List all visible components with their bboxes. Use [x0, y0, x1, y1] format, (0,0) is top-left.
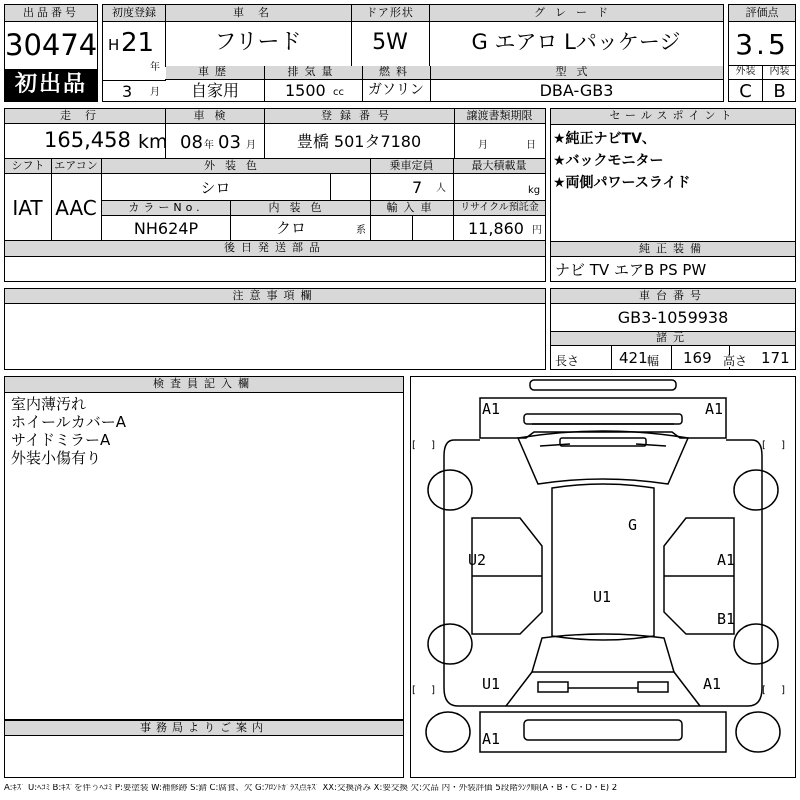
- sales-points-header: セールスポイント: [551, 109, 795, 125]
- damage-legend: A:ｷｽﾞ U:ﾍｺﾐ B:ｷｽﾞを伴うﾍｺﾐ P:要塗装 W:補修跡 S:錆 C:腐食、欠 G:ﾌﾛﾝﾄｶﾞﾗｽ点ｷｽﾞ XX:交換済み X:要交換 欠:欠品 内・外装評価 5段階ﾗﾝｸ順(A・B・C・D・E) 2: [4, 784, 618, 793]
- first-listing-badge: [5, 69, 97, 102]
- exterior-rating: C: [739, 81, 752, 102]
- tail-light-right-shape: [638, 682, 668, 692]
- damage-right-rear-door: B1: [717, 610, 736, 628]
- interior-color-value: クロ: [276, 219, 307, 237]
- bracket-left-bottom: [ ]: [412, 685, 441, 696]
- first-registration-header: 初度登録: [103, 5, 165, 22]
- fuel-value: ガソリン: [368, 82, 424, 98]
- exterior-rating-header: 外装: [735, 66, 756, 77]
- evaluation-score: 3.5: [735, 28, 789, 61]
- front-bumper-shape: [530, 380, 676, 390]
- mileage-value: 165,458: [44, 128, 131, 152]
- car-name-header: 車名: [165, 5, 351, 22]
- door-type-header: ドア形状: [351, 5, 429, 22]
- interior-rating-header: 内装: [769, 66, 790, 77]
- front-right-wheel-shape: [734, 470, 778, 510]
- inspection-year: 08: [180, 132, 203, 153]
- max-load-header: 最大積載量: [453, 159, 545, 174]
- lot-number-box: [4, 4, 98, 102]
- dimensions-header: 諸元: [551, 332, 795, 346]
- model-code-value: DBA-GB3: [539, 81, 614, 100]
- sales-points-box: [550, 108, 796, 282]
- fuel-header: 燃料: [362, 66, 430, 79]
- exterior-color-header: 外装色: [101, 159, 370, 174]
- lot-number: 30474: [5, 28, 98, 62]
- aircon-header: エアコン: [51, 159, 101, 174]
- body-outline-shape: [444, 440, 762, 706]
- inspection-month: 03: [218, 132, 241, 153]
- car-name-value: フリード: [214, 30, 302, 55]
- inspection-month-unit: 月: [246, 140, 256, 151]
- grade-value: G エアロ Lパッケージ: [471, 30, 681, 54]
- chassis-number-value: GB3-1059938: [617, 308, 729, 327]
- interior-rating: B: [773, 81, 786, 102]
- mileage-unit: km: [138, 131, 168, 153]
- spare-wheel-left-shape: [426, 712, 470, 752]
- capacity-value: 7: [412, 178, 423, 197]
- sales-point-1: ★純正ナビTV、: [553, 131, 656, 147]
- registration-number-value: 豊橋 501タ7180: [296, 132, 422, 151]
- model-code-header: 型式: [430, 66, 723, 79]
- dimensions-length-label: 長さ: [555, 354, 580, 368]
- damage-roof: U1: [593, 588, 612, 606]
- shift-value: IAT: [12, 196, 43, 220]
- genuine-equipment-value: ナビ TV エアB PS PW: [555, 261, 707, 279]
- damage-rear-right: A1: [703, 675, 722, 693]
- displacement-unit: cc: [333, 87, 344, 98]
- max-load-unit: kg: [528, 185, 541, 196]
- import-header: 輸入車: [371, 201, 453, 216]
- first-registration-month-unit: 月: [150, 87, 160, 98]
- dimensions-height-label: 高さ: [723, 354, 748, 368]
- transfer-deadline-month-unit: 月: [478, 140, 488, 151]
- interior-color-header: 内装色: [230, 201, 370, 216]
- sales-point-3: ★両側パワースライド: [553, 175, 691, 191]
- bracket-right-bottom: [ ]: [762, 685, 791, 696]
- recycle-fee-value: 11,860: [468, 219, 524, 238]
- rear-left-wheel-shape: [428, 624, 472, 664]
- color-no-header: カラーNo.: [102, 201, 230, 216]
- later-parts-box: [4, 256, 546, 282]
- sales-point-2: ★バックモニター: [553, 153, 664, 169]
- first-registration-year-unit: 年: [150, 62, 160, 73]
- damage-left-front-door: U2: [468, 551, 487, 569]
- tail-light-left-shape: [538, 682, 568, 692]
- inspector-line-3: サイドミラーA: [11, 431, 111, 449]
- notes-box: [4, 288, 546, 370]
- bracket-right-top: [ ]: [762, 440, 791, 451]
- damage-front-left: A1: [482, 400, 501, 418]
- car-diagram: [410, 376, 796, 778]
- interior-color-unit: 系: [356, 225, 366, 236]
- chassis-box: [550, 288, 796, 370]
- color-no-value: NH624P: [133, 219, 199, 238]
- bracket-left-top: [ ]: [412, 440, 441, 451]
- capacity-unit: 人: [436, 183, 446, 194]
- front-hood-shape: [480, 398, 726, 438]
- inspector-line-2: ホイールカバーA: [11, 413, 126, 431]
- windshield-shape: [518, 431, 688, 484]
- chassis-number-header: 車台番号: [551, 289, 795, 304]
- dimensions-height: 171: [761, 349, 790, 367]
- dimensions-length: 421: [619, 349, 648, 367]
- damage-rear-bumper: A1: [482, 730, 501, 748]
- rear-right-wheel-shape: [734, 624, 778, 664]
- dimensions-width: 169: [683, 349, 712, 367]
- dimensions-width-label: 幅: [647, 354, 660, 368]
- displacement-header: 排気量: [264, 66, 362, 79]
- spare-wheel-right-shape: [736, 712, 780, 752]
- evaluation-header: 評価点: [729, 5, 795, 22]
- genuine-equipment-header: 純正装備: [551, 242, 795, 257]
- inspector-header: 検査員記入欄: [5, 377, 403, 393]
- transfer-deadline-day-unit: 日: [526, 140, 536, 151]
- office-notice-box: [4, 720, 404, 778]
- roof-shape: [552, 484, 654, 640]
- first-listing-badge-text: 初出品: [14, 72, 87, 97]
- inspection-year-unit: 年: [204, 140, 214, 151]
- damage-right-front-door: A1: [717, 551, 736, 569]
- inspector-line-4: 外装小傷有り: [11, 449, 102, 467]
- first-registration-era: H: [108, 36, 120, 54]
- first-registration-year: 21: [121, 28, 155, 58]
- vehicle-history-value: 自家用: [190, 81, 239, 100]
- shift-header: シフト: [5, 159, 51, 174]
- registration-number-header: 登録番号: [264, 109, 454, 124]
- grade-header: グレード: [429, 5, 723, 22]
- inspector-line-1: 室内薄汚れ: [11, 395, 87, 413]
- aircon-value: AAC: [55, 196, 97, 220]
- lot-number-header: 出品番号: [5, 5, 97, 22]
- vehicle-history-header: 車歴: [166, 66, 264, 79]
- later-parts-header: 後日発送部品: [5, 241, 545, 256]
- exterior-color-value: シロ: [200, 179, 231, 197]
- rear-bumper-shape: [480, 712, 726, 752]
- door-type-value: 5W: [372, 30, 408, 55]
- first-registration-month: 3: [122, 82, 133, 101]
- front-left-wheel-shape: [428, 470, 472, 510]
- damage-front-right: A1: [705, 400, 724, 418]
- transfer-deadline-header: 譲渡書類期限: [454, 109, 545, 124]
- recycle-fee-unit: 円: [532, 225, 542, 236]
- inspector-box: [4, 376, 404, 720]
- recycle-fee-header: リサイクル預託金: [454, 201, 545, 216]
- displacement-value: 1500: [285, 81, 326, 100]
- inspection-header: 車検: [165, 109, 264, 124]
- office-notice-header: 事務局よりご案内: [5, 721, 403, 736]
- damage-windshield: G: [628, 516, 638, 534]
- notes-header: 注意事項欄: [5, 289, 545, 304]
- capacity-header: 乗車定員: [370, 159, 453, 174]
- evaluation-box: [728, 4, 796, 102]
- damage-rear-left: U1: [482, 675, 501, 693]
- mileage-header: 走行: [5, 109, 165, 124]
